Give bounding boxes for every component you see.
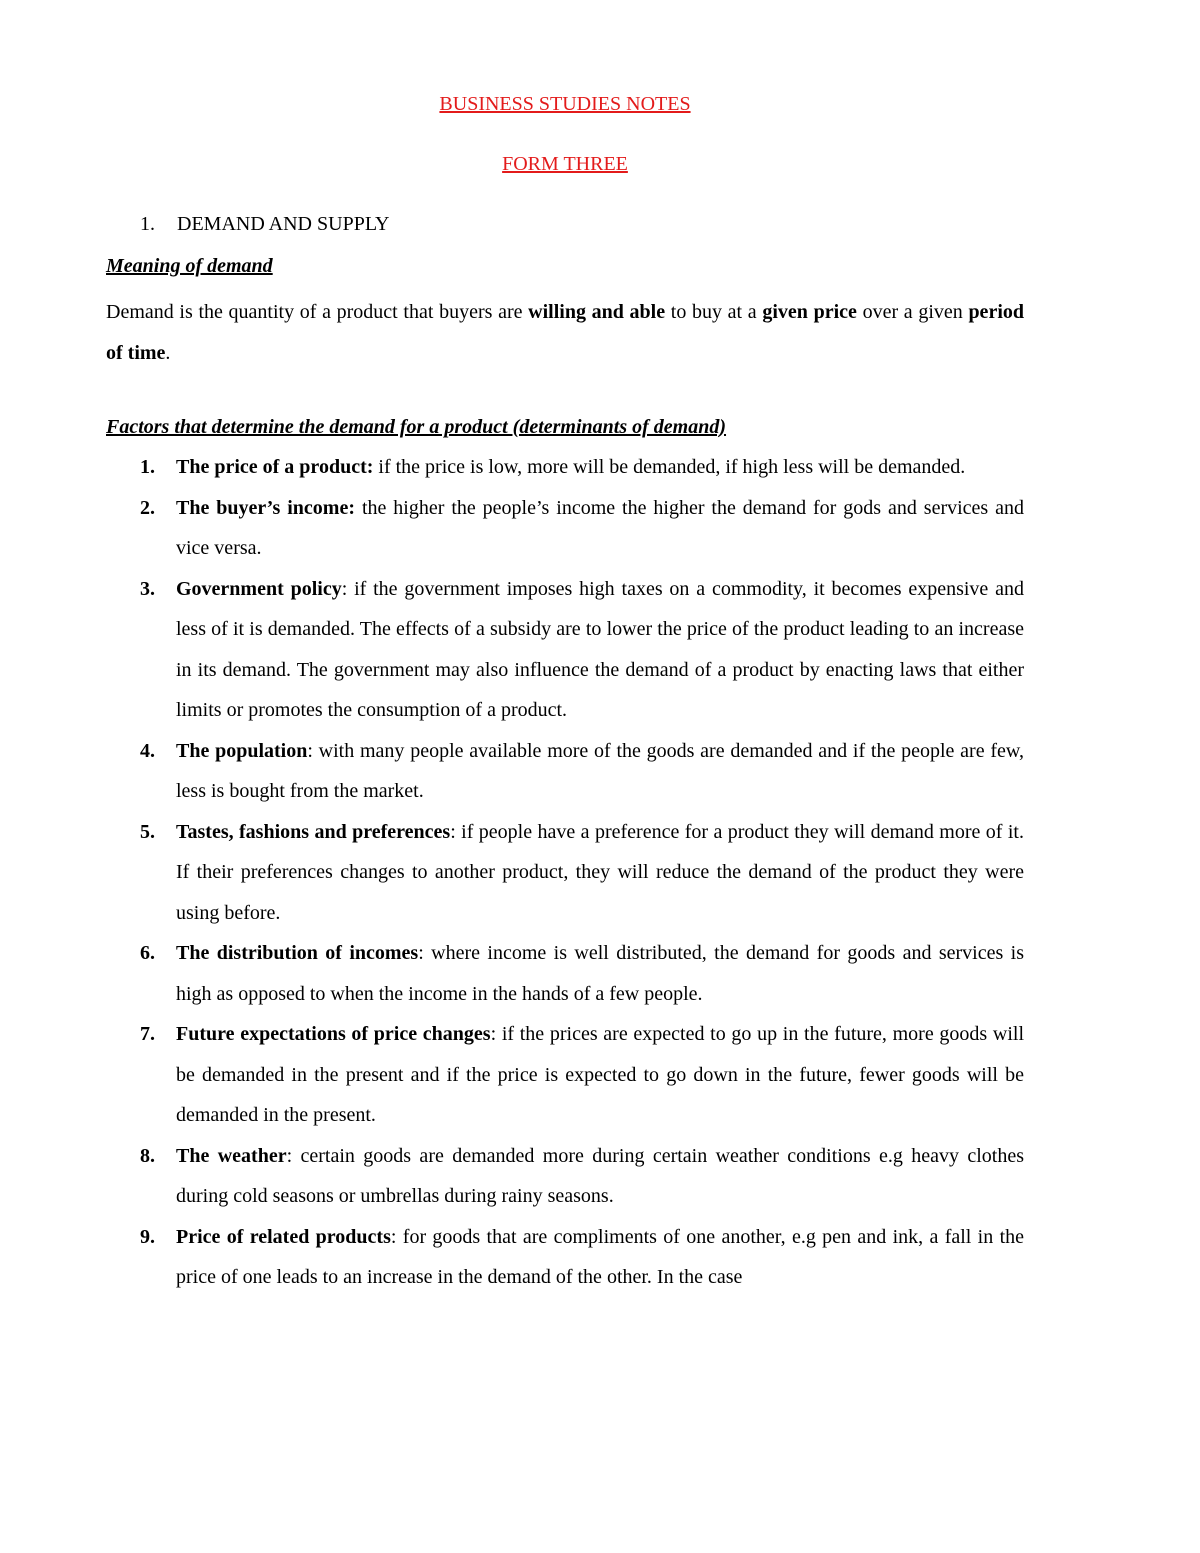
- list-item: [106, 1217, 1024, 1298]
- item-number: 4.: [140, 739, 155, 762]
- item-text: : if people have a preference for a product they will demand more of it. If their preferences changes to another product, they will reduce the demand of the product they were using before.: [176, 820, 1024, 924]
- meaning-text-4: .: [165, 341, 171, 364]
- item-term: The distribution of incomes: [176, 942, 419, 964]
- item-text: the higher the people’s income the higher the demand for gods and services and vice versa.: [176, 496, 1024, 559]
- section-number: 1.: [140, 213, 155, 235]
- meaning-paragraph: [106, 292, 1024, 373]
- factors-heading: Factors that determine the demand for a product (determinants of demand): [106, 416, 727, 438]
- document-title: BUSINESS STUDIES NOTES: [439, 93, 691, 115]
- item-term: Future expectations of price changes: [176, 1023, 491, 1045]
- item-number: 2.: [140, 496, 155, 519]
- meaning-bold-3: period of time: [106, 301, 1024, 364]
- item-term: Tastes, fashions and preferences: [176, 820, 451, 843]
- meaning-heading: Meaning of demand: [106, 255, 273, 277]
- item-number: 9.: [140, 1225, 155, 1248]
- item-number: 1.: [140, 456, 155, 478]
- item-term: Price of related products: [176, 1225, 391, 1248]
- item-term: The weather: [176, 1144, 287, 1167]
- item-text: : certain goods are demanded more during certain weather conditions e.g heavy clothes during cold seasons or umbrellas during rainy seasons.: [176, 1144, 1024, 1207]
- item-text: if the price is low, more will be demanded, if high less will be demanded.: [373, 456, 966, 478]
- meaning-bold-2: given price: [762, 301, 857, 323]
- item-term: The price of a product:: [176, 456, 374, 478]
- list-item: [106, 488, 1024, 569]
- item-number: 7.: [140, 1023, 155, 1045]
- list-item: [106, 1136, 1024, 1217]
- document-subtitle: FORM THREE: [502, 153, 628, 175]
- meaning-text-3: over a given: [856, 301, 969, 323]
- item-text: : if the government imposes high taxes on a commodity, it becomes expensive and less of it is demanded. The effects of a subsidy are to lower the price of the product leading to an increase in its demand. The government may also influence the demand of a product by enacting laws that either limits or promotes the consumption of a product.: [176, 577, 1024, 721]
- meaning-text-2: to buy at a: [665, 301, 763, 323]
- list-item: [106, 569, 1024, 731]
- meaning-bold-1: willing and able: [528, 301, 666, 323]
- item-number: 3.: [140, 577, 155, 600]
- list-item: [106, 1014, 1024, 1136]
- item-number: 6.: [140, 942, 155, 964]
- item-text: : for goods that are compliments of one another, e.g pen and ink, a fall in the price of one leads to an increase in the demand of the other. In the case: [176, 1225, 1025, 1288]
- item-term: The buyer’s income:: [176, 496, 356, 519]
- list-item: [106, 731, 1024, 812]
- list-item: [106, 812, 1024, 934]
- factors-list: [106, 447, 1024, 1298]
- item-text: : with many people available more of the goods are demanded and if the people are few, less is bought from the market.: [176, 739, 1025, 802]
- list-item: [106, 933, 1024, 1014]
- meaning-text-1: Demand is the quantity of a product that buyers are: [106, 301, 529, 323]
- list-item: [106, 447, 1024, 488]
- item-text: : if the prices are expected to go up in the future, more goods will be demanded in the present and if the price is expected to go down in the future, fewer goods will be demanded in the present.: [176, 1023, 1024, 1126]
- item-text: : where income is well distributed, the demand for goods and services is high as opposed to when the income in the hands of a few people.: [176, 942, 1024, 1005]
- item-number: 5.: [140, 820, 155, 843]
- item-term: The population: [176, 739, 308, 762]
- item-term: Government policy: [176, 577, 342, 600]
- item-number: 8.: [140, 1144, 155, 1167]
- section-title: DEMAND AND SUPPLY: [177, 213, 390, 235]
